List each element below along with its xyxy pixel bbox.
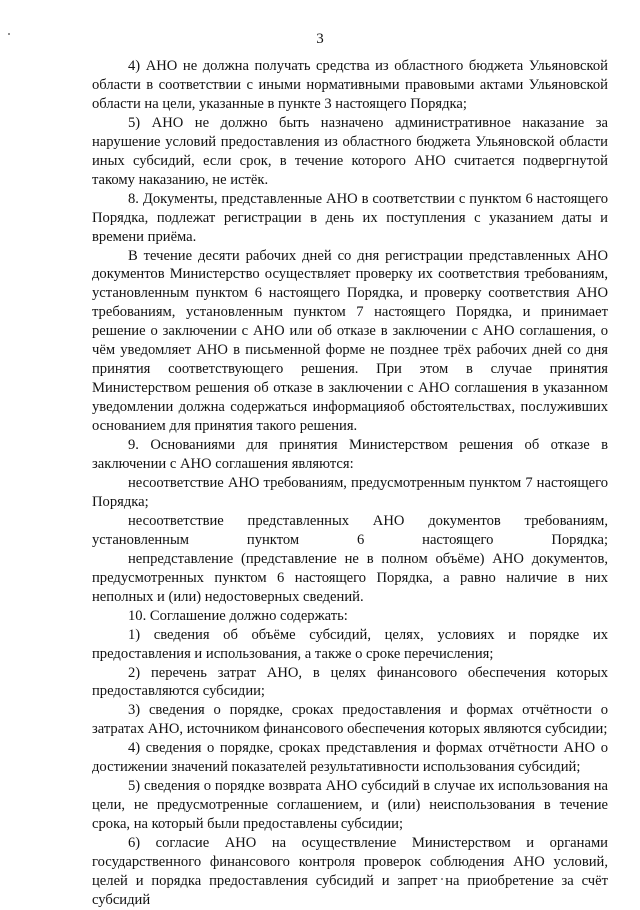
refusal-ground-1: несоответствие АНО требованиям, предусмотренным пунктом 7 настоящего Порядка; (92, 474, 608, 510)
scan-speck (8, 33, 10, 35)
agreement-item-3: 3) сведения о порядке, сроках предоставления и формах отчётности о затратах АНО, источником финансового обеспечения которых являются субсидии; (92, 702, 608, 738)
agreement-item-5: 5) сведения о порядке возврата АНО субсидий в случае их использования на цели, не предусмотренные соглашением, и (или) неиспользования в течение срока, на который были предоставлены субсидии; (92, 778, 608, 833)
refusal-ground-3: непредставление (представление не в полном объёме) АНО документов, предусмотренных пунктом 6 настоящего Порядка, а равно наличие в них неполных и (или) недостоверных сведений. (92, 550, 608, 605)
agreement-item-4: 4) сведения о порядке, сроках представления и формах отчётности АНО о достижении значений показателей результативности использования субсидий; (92, 740, 608, 776)
refusal-ground-2: несоответствие представленных АНО документов требованиям, установленным пунктом 6 настоящего Порядка; (92, 512, 608, 548)
paragraph-4-condition: 4) АНО не должна получать средства из областного бюджета Ульяновской области в соответствии с иными нормативными правовыми актами Ульяновской области на цели, указанные в пункте 3 настоящего Порядка; (92, 58, 608, 112)
agreement-item-6: 6) согласие АНО на осуществление Министерством и органами государственного финансового контроля проверок соблюдения АНО условий, целей и порядка предоставления субсидий и запрет на приобретение за счёт субсидий (92, 835, 608, 908)
paragraph-9-refusal-grounds: 9. Основаниями для принятия Министерством решения об отказе в заключении с АНО соглашения являются: (92, 437, 608, 473)
document-body (92, 57, 608, 910)
agreement-item-1: 1) сведения об объёме субсидий, целях, условиях и порядке их предоставления и использования, а также о сроке перечисления; (92, 626, 608, 662)
paragraph-review-period: В течение десяти рабочих дней со дня регистрации представленных АНО документов Министерство осуществляет проверку их соответствия требованиям, установленным пунктом 6 настоящего Порядка, и проверку соответствия АНО требованиям, установленным пунктом 7 настоящего Порядка, и принимает решение о заключении с АНО или об отказе в заключении с АНО соглашения, о чём уведомляет АНО в письменной форме не позднее трёх рабочих дней со дня принятия соответствующего решения. При этом в случае принятия Министерством решения об отказе в заключении с АНО соглашения в указанном уведомлении должна содержаться информацияоб обстоятельствах, послуживших основанием для принятия такого решения. (92, 247, 608, 435)
paragraph-5-condition: 5) АНО не должно быть назначено административное наказание за нарушение условий предоставления из областного бюджета Ульяновской области иных субсидий, если срок, в течение которого АНО считается подвергнутой такому наказанию, не истёк. (92, 114, 608, 188)
agreement-item-2: 2) перечень затрат АНО, в целях финансового обеспечения которых предоставляются субсидии; (92, 664, 608, 700)
paragraph-10-agreement: 10. Соглашение должно содержать: (128, 607, 348, 624)
page-number: 3 (316, 31, 324, 47)
paragraph-8-registration: 8. Документы, представленные АНО в соответствии с пунктом 6 настоящего Порядка, подлежат регистрации в день их поступления с указанием даты и времени приёма. (92, 190, 608, 245)
